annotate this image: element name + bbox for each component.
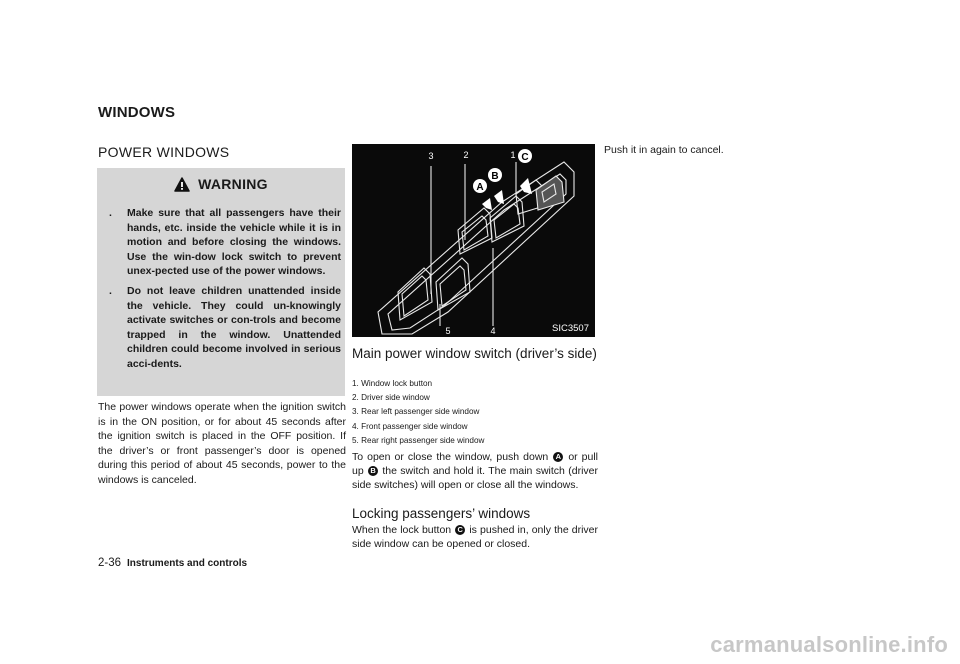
main-switch-paragraph bbox=[352, 451, 598, 492]
footer-section: Instruments and controls bbox=[127, 558, 248, 569]
warning-item bbox=[109, 284, 341, 372]
section-title: WINDOWS bbox=[98, 104, 176, 121]
text-run: or pull up bbox=[352, 451, 599, 477]
figure-letter-a: A bbox=[476, 182, 484, 193]
window-switch-illustration bbox=[352, 144, 595, 337]
list-item: 3. Rear left passenger side window bbox=[352, 407, 480, 417]
warning-triangle-icon bbox=[174, 177, 190, 192]
figure-number-4: 4 bbox=[490, 326, 496, 336]
power-windows-heading: POWER WINDOWS bbox=[98, 144, 230, 160]
locking-paragraph bbox=[352, 524, 598, 552]
switch-parts-list bbox=[352, 377, 484, 448]
list-item: 4. Front passenger side window bbox=[352, 421, 468, 431]
warning-label: WARNING bbox=[198, 176, 268, 192]
bullet: . bbox=[109, 284, 112, 297]
text-run: To open or close the window, push down bbox=[352, 451, 549, 463]
text-run: the switch and hold it. The main switch (driver side switches) will open or close all the windows. bbox=[352, 464, 598, 491]
figure-code: SIC3507 bbox=[552, 323, 589, 334]
window-switch-figure bbox=[352, 144, 595, 337]
circle-c-icon: C bbox=[455, 525, 465, 535]
text-run: When the lock button bbox=[352, 524, 452, 536]
figure-number-5: 5 bbox=[445, 326, 451, 336]
circle-a-icon: A bbox=[553, 452, 563, 462]
watermark: carmanualsonline.info bbox=[710, 632, 948, 657]
text-run: is pushed in, only the driver side window can be opened or closed. bbox=[352, 524, 598, 550]
list-item: 5. Rear right passenger side window bbox=[352, 435, 485, 445]
warning-list bbox=[109, 206, 341, 377]
warning-box bbox=[97, 168, 345, 396]
page-footer bbox=[98, 557, 247, 569]
list-item: 1. Window lock button bbox=[352, 379, 433, 388]
cancel-paragraph: Push it in again to cancel. bbox=[604, 144, 724, 156]
figure-number-1: 1 bbox=[510, 150, 516, 160]
warning-item-text: Make sure that all passengers have their hands, etc. inside the vehicle while it is in motion and before closing the windows. Use the win-dow lock switch to prevent unex-pected use of the power windows. bbox=[127, 207, 341, 278]
warning-title bbox=[97, 176, 345, 192]
figure-number-2: 2 bbox=[463, 150, 469, 160]
figure-letter-b: B bbox=[491, 171, 499, 182]
warning-item-text: Do not leave children unattended inside the vehicle. They could un-knowingly activate switches or con-trols and become trapped in the window. Unattended children could become involved in serious acci-dents. bbox=[127, 284, 341, 370]
main-switch-heading: Main power window switch (driver’s side) bbox=[352, 346, 597, 361]
figure-letter-c: C bbox=[521, 152, 529, 163]
circle-b-icon: B bbox=[368, 466, 378, 476]
figure-number-3: 3 bbox=[428, 151, 434, 161]
locking-heading: Locking passengers’ windows bbox=[352, 506, 531, 521]
warning-item bbox=[109, 206, 341, 279]
list-item: 2. Driver side window bbox=[352, 393, 430, 403]
page-number: 2-36 bbox=[98, 557, 122, 569]
intro-paragraph: The power windows operate when the ignition switch is in the ON position, or for about 45 seconds after the ignition switch is placed in the OFF position. If the driver’s or front passenger’s door is opened during this period of about 45 seconds, power to the windows is canceled. bbox=[98, 401, 346, 486]
bullet: . bbox=[109, 207, 112, 219]
